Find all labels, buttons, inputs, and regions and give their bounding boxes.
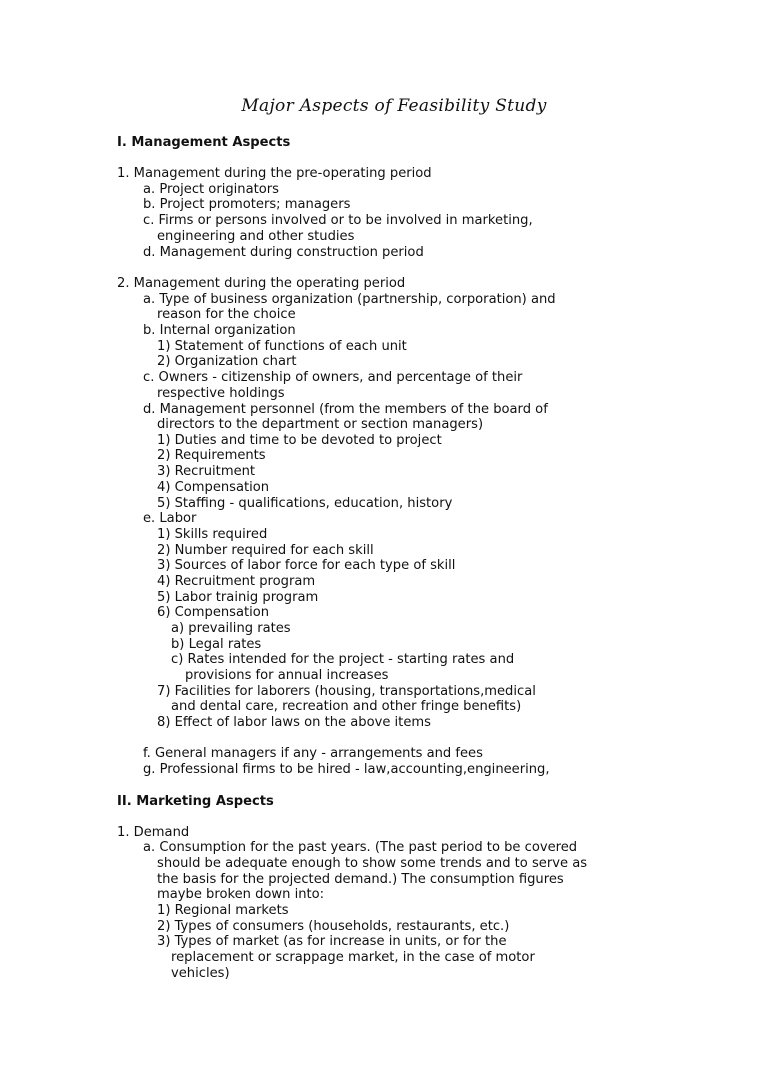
list-item: 2. Management during the operating period xyxy=(117,276,406,291)
list-item: d. Management during construction period xyxy=(143,245,424,260)
list-item: directors to the department or section managers) xyxy=(157,417,484,432)
list-item: maybe broken down into: xyxy=(157,887,325,902)
list-item: 5) Labor trainig program xyxy=(157,590,319,605)
list-item: c) Rates intended for the project - starting rates and xyxy=(171,652,515,667)
list-item: reason for the choice xyxy=(157,307,296,322)
list-item: should be adequate enough to show some trends and to serve as xyxy=(157,856,588,871)
list-item: b. Project promoters; managers xyxy=(143,197,351,212)
list-item: d. Management personnel (from the members of the board of xyxy=(143,402,548,417)
list-item: f. General managers if any - arrangements and fees xyxy=(143,746,483,761)
document-title: Major Aspects of Feasibility Study xyxy=(241,96,547,116)
list-item: a. Project originators xyxy=(143,182,279,197)
list-item: c. Owners - citizenship of owners, and percentage of their xyxy=(143,370,523,385)
list-item: 7) Facilities for laborers (housing, transportations,medical xyxy=(157,684,536,699)
list-item: and dental care, recreation and other fringe benefits) xyxy=(171,699,522,714)
list-item: 8) Effect of labor laws on the above items xyxy=(157,715,431,730)
list-item: b. Internal organization xyxy=(143,323,296,338)
list-item: a. Type of business organization (partnership, corporation) and xyxy=(143,292,556,307)
list-item: a. Consumption for the past years. (The past period to be covered xyxy=(143,840,578,855)
list-item: 1) Skills required xyxy=(157,527,268,542)
section-heading-marketing: II. Marketing Aspects xyxy=(117,794,274,809)
list-item: the basis for the projected demand.) The consumption figures xyxy=(157,872,564,887)
list-item: 4) Compensation xyxy=(157,480,270,495)
list-item: 1) Regional markets xyxy=(157,903,289,918)
list-item: respective holdings xyxy=(157,386,285,401)
list-item: 1. Management during the pre-operating period xyxy=(117,166,432,181)
list-item: 2) Types of consumers (households, restaurants, etc.) xyxy=(157,919,510,934)
list-item: 3) Types of market (as for increase in units, or for the xyxy=(157,934,507,949)
list-item: 2) Organization chart xyxy=(157,354,297,369)
list-item: 5) Staffing - qualifications, education, history xyxy=(157,496,453,511)
list-item: 6) Compensation xyxy=(157,605,270,620)
list-item: 4) Recruitment program xyxy=(157,574,316,589)
list-item: engineering and other studies xyxy=(157,229,355,244)
list-item: vehicles) xyxy=(171,966,230,981)
list-item: e. Labor xyxy=(143,511,197,526)
list-item: 3) Sources of labor force for each type of skill xyxy=(157,558,456,573)
list-item: c. Firms or persons involved or to be involved in marketing, xyxy=(143,213,533,228)
list-item: 2) Number required for each skill xyxy=(157,543,374,558)
list-item: provisions for annual increases xyxy=(185,668,389,683)
list-item: a) prevailing rates xyxy=(171,621,291,636)
list-item: 1) Duties and time to be devoted to project xyxy=(157,433,442,448)
list-item: 2) Requirements xyxy=(157,448,266,463)
list-item: 1) Statement of functions of each unit xyxy=(157,339,407,354)
list-item: replacement or scrappage market, in the case of motor xyxy=(171,950,535,965)
list-item: g. Professional firms to be hired - law,accounting,engineering, xyxy=(143,762,550,777)
list-item: b) Legal rates xyxy=(171,637,262,652)
list-item: 3) Recruitment xyxy=(157,464,256,479)
section-heading-management: I. Management Aspects xyxy=(117,135,291,150)
list-item: 1. Demand xyxy=(117,825,190,840)
